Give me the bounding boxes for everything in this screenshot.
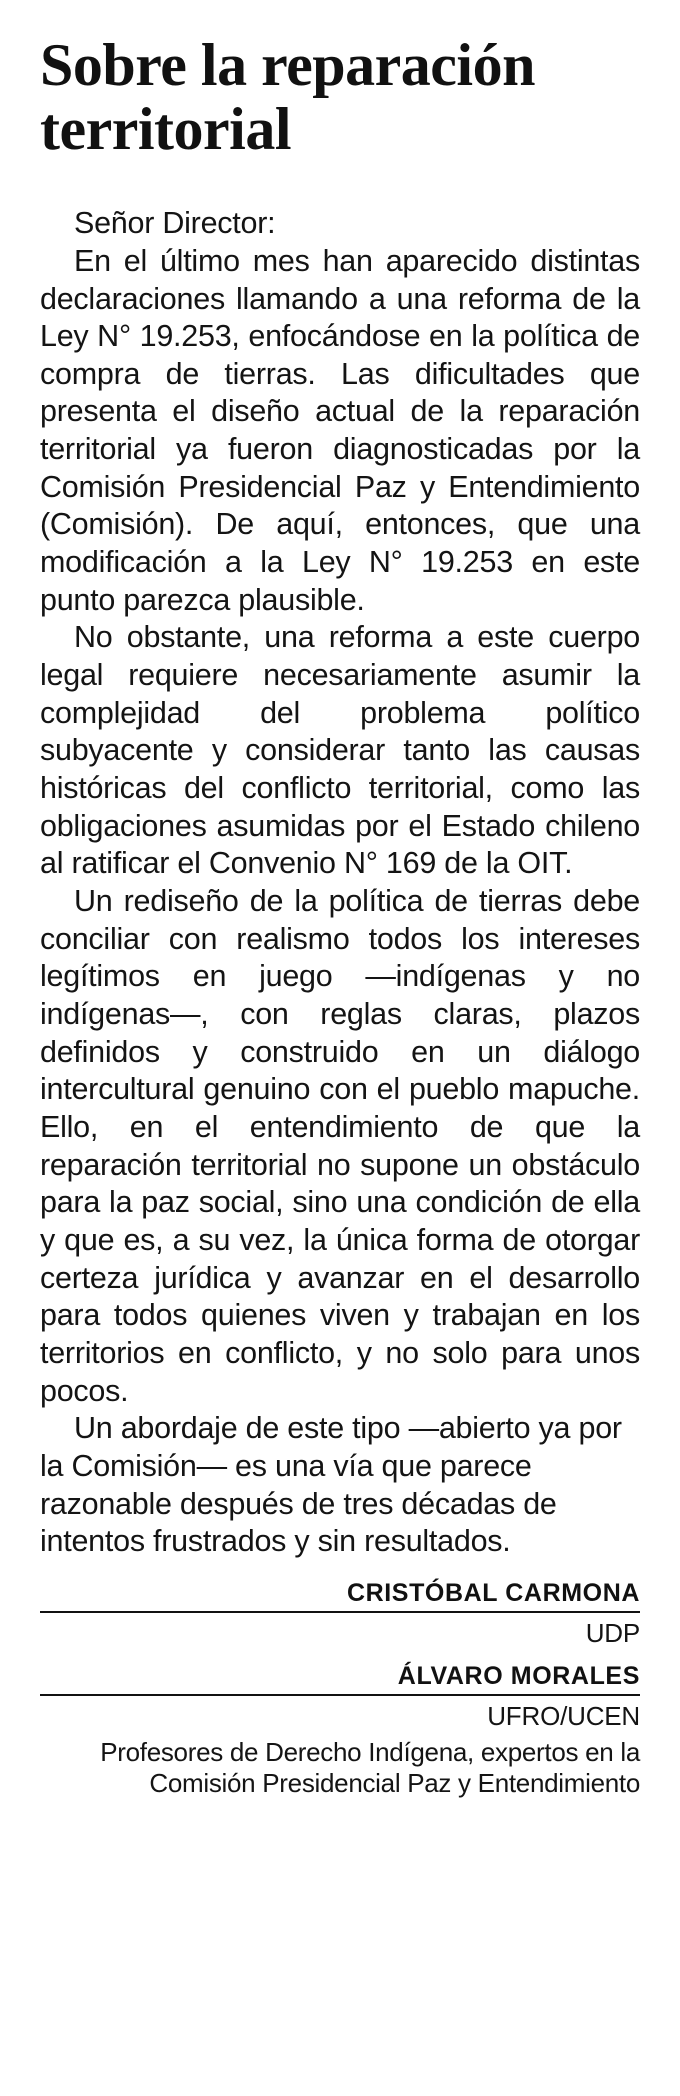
signature-affiliation-2: UFRO/UCEN	[487, 1700, 640, 1731]
signature-divider	[40, 1649, 640, 1662]
paragraph-3: Un rediseño de la política de tierras debe conciliar con realismo todos los intereses legítimos en juego —indígenas y no indígenas—, con reglas claras, plazos definidos y construido en un diálogo intercultural genuino con el pueblo mapuche. Ello, en el entendimiento de que la reparación territorial no supone un obstáculo para la paz social, sino una condición de ella y que es, a su vez, la única forma de otorgar certeza jurídica y avanzar en el desarrollo para todos quienes viven y trabajan en los territorios en conflicto, y no solo para unos pocos.	[40, 884, 640, 1408]
signature-name-1: CRISTÓBAL CARMONA	[40, 1579, 640, 1613]
paragraph-salutation: Señor Director:	[74, 206, 276, 241]
paragraph-4: Un abordaje de este tipo —abierto ya por la Comisión— es una vía que parece razonable después de tres décadas de intentos frustrados y sin resultados.	[40, 1411, 622, 1559]
page-title: Sobre la reparación territorial	[40, 32, 535, 162]
paragraph-1: En el último mes han aparecido distintas declaraciones llamando a una reforma de la Ley N° 19.253, enfocándose en la política de compra de tierras. Las dificultades que presenta el diseño actual de la reparación territorial ya fueron diagnosticadas por la Comisión Presidencial Paz y Entendimiento (Comisión). De aquí, entonces, que una modificación a la Ley N° 19.253 en este punto parezca plausible.	[40, 243, 640, 617]
signature-block	[40, 1579, 640, 1799]
signature-name-2: ÁLVARO MORALES	[40, 1662, 640, 1696]
signature-affiliation-1: UDP	[585, 1617, 640, 1648]
signature-note: Profesores de Derecho Indígena, expertos en la Comisión Presidencial Paz y Entendimiento	[100, 1736, 640, 1798]
paragraph-2: No obstante, una reforma a este cuerpo legal requiere necesariamente asumir la complejidad del problema político subyacente y considerar tanto las causas históricas del conflicto territorial, como las obligaciones asumidas por el Estado chileno al ratificar el Convenio N° 169 de la OIT.	[40, 620, 640, 881]
article-body	[40, 205, 640, 1561]
